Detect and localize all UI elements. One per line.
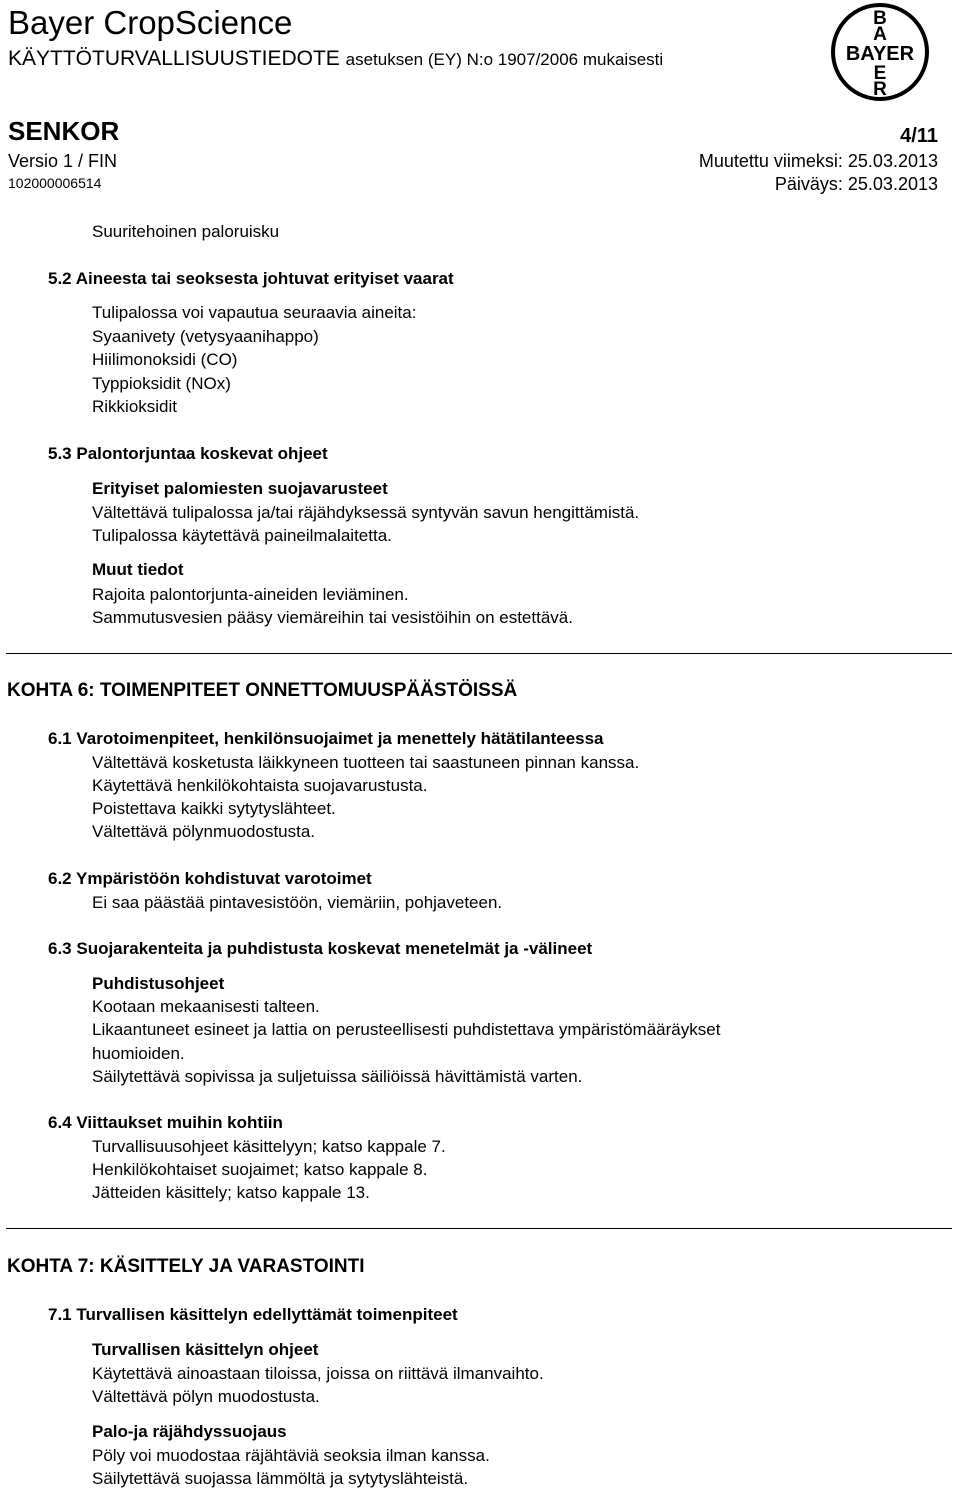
section-title-7: KOHTA 7: KÄSITTELY JA VARASTOINTI [7,1256,365,1277]
subsection-heading-6-2: 6.2 Ympäristöön kohdistuvat varotoimet [48,869,372,888]
bayer-cross-logo [830,2,930,102]
document-type: KÄYTTÖTURVALLISUUSTIEDOTE [8,47,340,70]
subsection-heading-7-1: 7.1 Turvallisen käsittelyn edellyttämät toimenpiteet [48,1305,458,1324]
subsection-heading-6-1: 6.1 Varotoimenpiteet, henkilönsuojaimet ja menettely hätätilanteessa [48,729,604,748]
text-line: Poistettava kaikki sytytyslähteet. [92,799,336,818]
document-number: 102000006514 [8,175,102,191]
text-line: Rikkioksidit [92,397,178,416]
subsection-heading-6-3: 6.3 Suojarakenteita ja puhdistusta koskevat menetelmät ja -välineet [48,939,593,958]
section-divider [6,1228,952,1229]
subsection-heading-5-3: 5.3 Palontorjuntaa koskevat ohjeet [48,444,328,463]
page-number: 4/11 [900,125,938,147]
company-name: Bayer CropScience [8,4,293,41]
subheading: Erityiset palomiesten suojavarusteet [92,479,388,498]
subsection-heading-6-4: 6.4 Viittaukset muihin kohtiin [48,1113,283,1132]
subheading: Turvallisen käsittelyn ohjeet [92,1340,319,1359]
text-line: Säilytettävä suojassa lämmöltä ja sytytyslähteistä. [92,1469,469,1488]
logo-letter-r: R [873,79,887,100]
text-line: huomioiden. [92,1044,185,1063]
subheading: Muut tiedot [92,560,184,579]
text-line: Likaantuneet esineet ja lattia on perusteellisesti puhdistettava ympäristömääräykset [92,1020,721,1039]
text-line: Turvallisuusohjeet käsittelyyn; katso kappale 7. [92,1137,446,1156]
logo-letter-e: E [873,63,887,84]
text-line: Vältettävä kosketusta läikkyneen tuotteen tai saastuneen pinnan kanssa. [92,753,640,772]
text-line: Vältettävä pölyn muodostusta. [92,1387,320,1406]
text-line: Syaanivety (vetysyaanihappo) [92,327,319,346]
text-line: Vältettävä tulipalossa ja/tai räjähdyksessä syntyvän savun hengittämistä. [92,503,640,522]
text-line: Pöly voi muodostaa räjähtäviä seoksia ilman kanssa. [92,1446,490,1465]
text-line: Hiilimonoksidi (CO) [92,350,238,369]
section-divider [6,653,952,654]
modified-date: Muutettu viimeksi: 25.03.2013 [698,151,938,171]
subheading: Puhdistusohjeet [92,974,225,993]
subheading: Palo-ja räjähdyssuojaus [92,1422,287,1441]
product-name: SENKOR [8,116,120,146]
logo-horizontal-text: BAYER [845,43,915,65]
version-label: Versio 1 / FIN [8,151,118,171]
text-line: Käytettävä henkilökohtaista suojavarustusta. [92,776,428,795]
regulation-reference: asetuksen (EY) N:o 1907/2006 mukaisesti [345,50,664,69]
text-line: Ei saa päästää pintavesistöön, viemäriin, pohjaveteen. [92,893,503,912]
text-line: Sammutusvesien pääsy viemäreihin tai vesistöihin on estettävä. [92,608,573,627]
section-title-6: KOHTA 6: TOIMENPITEET ONNETTOMUUSPÄÄSTÖISSÄ [7,680,518,701]
subsection-heading-5-2: 5.2 Aineesta tai seoksesta johtuvat erityiset vaarat [48,269,454,288]
text-line: Käytettävä ainoastaan tiloissa, joissa on riittävä ilmanvaihto. [92,1364,544,1383]
document-title [8,46,663,73]
text-line: Tulipalossa käytettävä paineilmalaitetta. [92,526,392,545]
text-line: Kootaan mekaanisesti talteen. [92,997,320,1016]
text-line: Tulipalossa voi vapautua seuraavia aineita: [92,303,417,322]
extinguishing-media-line: Suuritehoinen paloruisku [92,222,280,241]
text-line: Jätteiden käsittely; katso kappale 13. [92,1183,370,1202]
text-line: Typpioksidit (NOx) [92,374,231,393]
logo-letter-a: A [873,24,887,45]
text-line: Säilytettävä sopivissa ja suljetuissa säiliöissä hävittämistä varten. [92,1067,583,1086]
issue-date: Päiväys: 25.03.2013 [774,174,938,194]
text-line: Henkilökohtaiset suojaimet; katso kappale 8. [92,1160,428,1179]
logo-letter-b: B [873,8,887,29]
text-line: Rajoita palontorjunta-aineiden leviäminen. [92,585,409,604]
text-line: Vältettävä pölynmuodostusta. [92,822,316,841]
